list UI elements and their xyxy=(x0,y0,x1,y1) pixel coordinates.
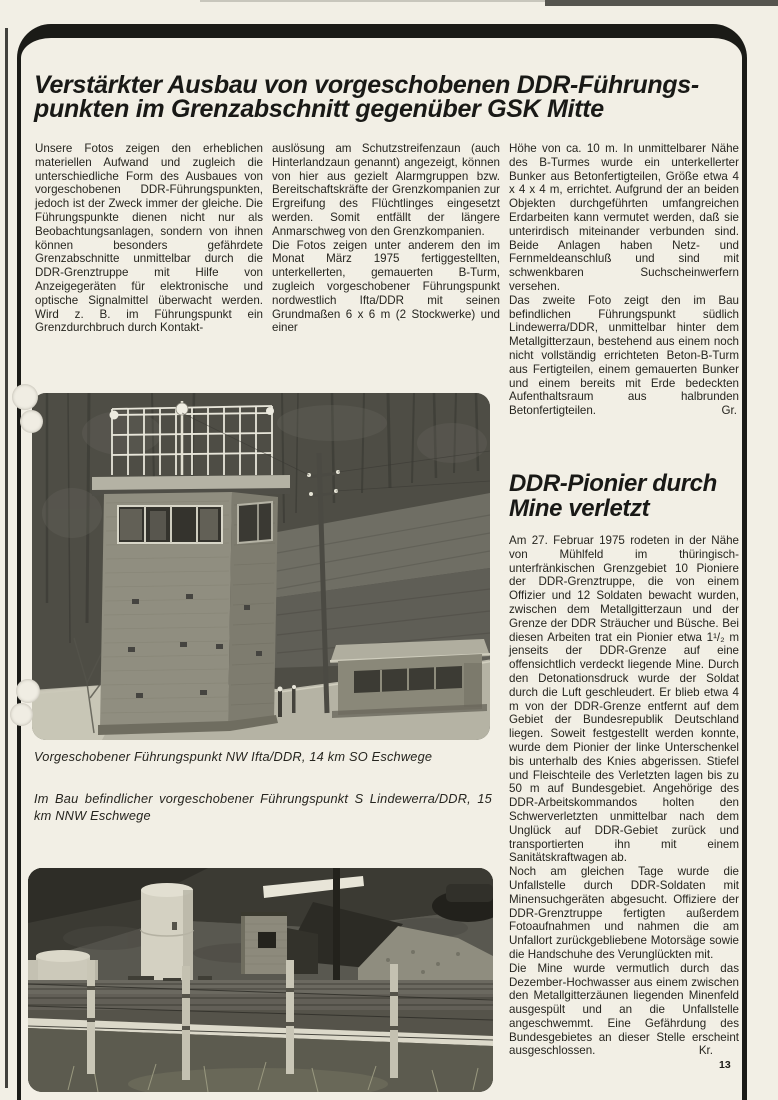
article2-body xyxy=(509,534,739,1058)
article2-headline-line1: DDR-Pionier durch xyxy=(509,470,717,497)
article2-author-sign: Kr. xyxy=(698,1044,713,1058)
scan-edge-artifact xyxy=(200,0,545,2)
article1-column-3 xyxy=(509,142,739,418)
article2-paragraph: Noch am gleichen Tage wurde die Unfallstelle durch DDR-Soldaten mit Minensuchgeräten abgesucht. Offiziere der DDR-Grenztruppe fertigten außerdem Fotoaufnahmen und nahmen die am Unfallort zurückgebliebene Motorsäge sowie die Handschuhe des Verunglückten mit. xyxy=(509,865,739,961)
article1-column-1 xyxy=(35,142,263,335)
headline-line1: Verstärkter Ausbau von vorgeschobenen DDR-Führungs- xyxy=(34,71,699,99)
article1-paragraph: auslösung am Schutzstreifenzaun (auch Hinterlandzaun genannt) angezeigt, können von hier aus gezielt Alarmgruppen bzw. Bereitschaftskräfte der Grenzkompanien zur Ergreifung des Flüchtlinges eingesetzt werden. Somit entfällt der längere Anmarschweg von den Grenzkompanien. xyxy=(272,142,500,238)
headline-line2: punkten im Grenzabschnitt gegenüber GSK Mitte xyxy=(34,94,604,123)
article1-paragraph: Unsere Fotos zeigen den erheblichen materiellen Aufwand und zugleich die unterschiedliche Form des Ausbaues von vorgeschobenen DDR-Führungspunkten, jedoch ist der Zweck immer der gleiche. Die Führungspunkte dienen nicht nur als Beobachtungsanlagen, sondern von ihnen können besonders gefährdete Grenzabschnitte unmittelbar durch die DDR-Grenztruppe mit Hilfe von Anzeigegeräten für elektronische und optische Signalmittel überwacht werden. Wird z. B. im Führungspunkt ein Grenzdurchbruch durch Kontakt- xyxy=(35,142,263,335)
punch-hole xyxy=(20,410,43,433)
page-number: 13 xyxy=(719,1059,731,1071)
punch-hole xyxy=(16,679,40,703)
scan-edge-artifact xyxy=(5,28,8,1088)
article1-paragraph: Höhe von ca. 10 m. In unmittelbarer Nähe des B-Turmes wurde ein unterkellerter Bunker aus Betonfertigteilen, Größe etwa 4 x 4 x 4 m, errichtet. Aufgrund der an beiden Objekten durchgeführten umfangreichen Erdarbeiten kann vermutet werden, daß sie unterirdisch miteinander verbunden sind. Beide Anlagen haben Netz- und Fernmeldeanschluß und sind mit schwenkbaren Suchscheinwerfern versehen. xyxy=(509,142,739,293)
article2 xyxy=(509,472,739,1058)
scan-edge-artifact xyxy=(545,0,778,6)
article1-column-2 xyxy=(272,142,500,335)
photo-watchtower-graphic xyxy=(32,393,490,740)
article2-paragraph-text: Die Mine wurde vermutlich durch das Dezember-Hochwasser aus einem zwischen den Metallgitterzäunen liegenden Minenfeld ausgespült und an die Unfallstelle angeschwemmt. Eine Gefährdung des Bundesgebietes an dieser Stelle erscheint ausgeschlossen. xyxy=(509,961,739,1058)
article2-paragraph xyxy=(509,962,739,1059)
photo2-caption: Im Bau befindlicher vorgeschobener Führungspunkt S Lindewerra/DDR, 15 km NNW Eschwege xyxy=(34,791,492,823)
article2-paragraph: Am 27. Februar 1975 rodeten in der Nähe von Mühlfeld im thüringisch-unterfränkischen Grenzgebiet 10 Pioniere der DDR-Grenztruppe, die von einem Offizier und 12 Soldaten bewacht wurden, zwischen dem Metallgitterzaun und der Grenze der DDR Sträucher und Büsche. Bei diesen Arbeiten trat ein Pionier etwa 1¹/₂ m jenseits der DDR-Grenze auf eine offensichtlich verdeckt liegende Mine. Durch den Detonationsdruck wurde der Soldat durch die Luft geschleudert. Er blieb etwa 4 m von der DDR-Grenze entfernt auf dem Gebiet der Bundesrepublik Deutschland liegen. Soweit festgestellt werden konnte, wurde dem Pionier der linke Unterschenkel bis unterhalb des Knies abgerissen. Stiefel und Fleischteile des Verletzten lagen bis zu 50 m auf Bundesgebiet. Angehörige des DDR-Arbeitskommandos holten den Schwerverletzten unmittelbar nach dem Unglück auf DDR-Gebiet zurück und transportierten ihn mit einem Sanitätskraftwagen ab. xyxy=(509,534,739,865)
photo-construction-site-graphic xyxy=(28,868,493,1092)
punch-hole xyxy=(10,703,33,726)
article1-paragraph xyxy=(509,294,739,418)
photo-construction-site xyxy=(28,868,493,1092)
article1-paragraph: Die Fotos zeigen unter anderem den im Monat März 1975 fertiggestellten, unterkellerten, gemauerten B-Turm, zugleich vorgeschobener Führungspunkt nordwestlich Ifta/DDR mit seinen Grundmaßen 6 x 6 m (2 Stockwerke) und einer xyxy=(272,238,500,335)
photo-watchtower xyxy=(32,393,490,740)
punch-hole xyxy=(12,384,38,410)
article1-paragraph-text: Das zweite Foto zeigt den im Bau befindlichen Führungspunkt südlich Lindewerra/DDR, unmittelbar hinter dem Metallgitterzaun, bestehend aus einem noch nicht vollständig errichteten Beton-B-Turm aus Fertigteilen, einem gemauerten Bunker und einem bereits mit Erde bedeckten Aufenthaltsraum aus halbrunden Betonfertigteilen. xyxy=(509,293,739,418)
article2-headline xyxy=(509,472,739,521)
article1-headline xyxy=(34,71,736,123)
photo1-caption: Vorgeschobener Führungspunkt NW Ifta/DDR, 14 km SO Eschwege xyxy=(34,749,433,764)
article2-headline-line2: Mine verletzt xyxy=(509,494,650,522)
article1-author-sign: Gr. xyxy=(721,404,737,418)
